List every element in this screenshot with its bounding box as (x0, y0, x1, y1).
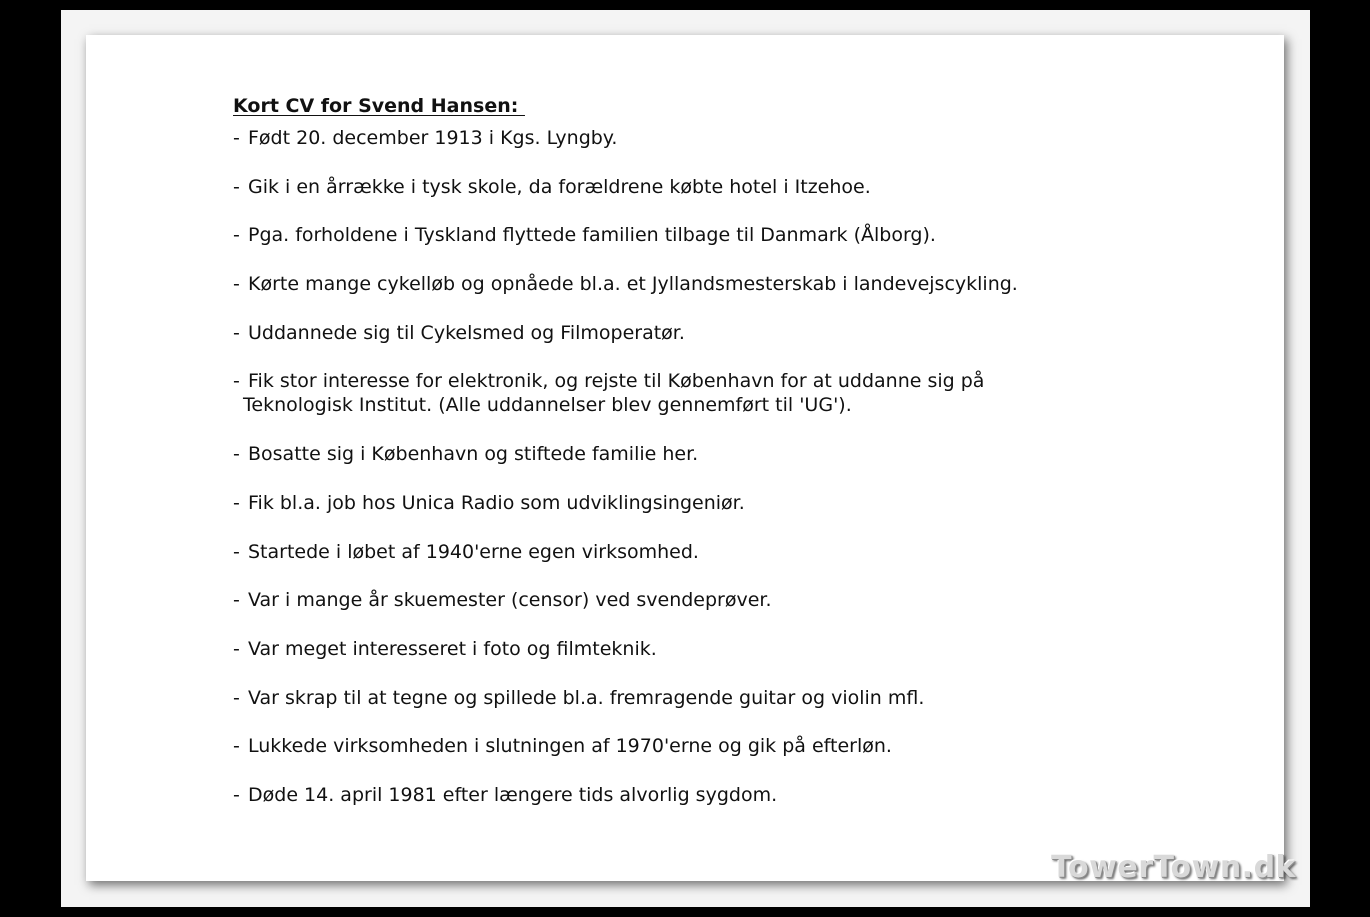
list-item (233, 126, 1233, 150)
cv-list (233, 126, 1233, 807)
list-item-text: Bosatte sig i København og stiftede familie her. (248, 443, 699, 466)
bullet-dash: - (233, 589, 240, 612)
list-item (233, 175, 1233, 199)
list-item (233, 321, 1233, 345)
list-item-continuation: Teknologisk Institut. (Alle uddannelser blev gennemført til 'UG'). (243, 394, 852, 417)
list-item-text: Lukkede virksomheden i slutningen af 1970'erne og gik på efterløn. (248, 735, 892, 758)
list-item-text: Pga. forholdene i Tyskland flyttede familien tilbage til Danmark (Ålborg). (248, 224, 936, 247)
list-item (233, 272, 1233, 296)
document-title: Kort CV for Svend Hansen: (233, 95, 525, 117)
bullet-dash: - (233, 273, 240, 296)
bullet-dash: - (233, 321, 240, 344)
list-item (233, 223, 1233, 247)
list-item (233, 734, 1233, 758)
list-item (233, 369, 1233, 417)
list-item-text: Fik bl.a. job hos Unica Radio som udviklingsingeniør. (248, 491, 745, 514)
bullet-dash: - (233, 783, 240, 806)
list-item (233, 491, 1233, 515)
list-item-text: Fik stor interesse for elektronik, og rejste til København for at uddanne sig på (248, 370, 985, 393)
bullet-dash: - (233, 127, 240, 149)
document-page (86, 35, 1284, 881)
list-item-text: Døde 14. april 1981 efter længere tids alvorlig sygdom. (248, 783, 778, 806)
bullet-dash: - (233, 224, 240, 247)
bullet-dash: - (233, 370, 240, 393)
list-item (233, 686, 1233, 710)
list-item-text: Gik i en årrække i tysk skole, da forældrene købte hotel i Itzehoe. (248, 175, 871, 198)
bullet-dash: - (233, 540, 240, 563)
list-item-text: Født 20. december 1913 i Kgs. Lyngby. (248, 127, 618, 149)
watermark-logo: TowerTown.dk (1051, 850, 1296, 885)
bullet-dash: - (233, 735, 240, 758)
list-item (233, 637, 1233, 661)
list-item-text: Startede i løbet af 1940'erne egen virksomhed. (248, 540, 699, 563)
bullet-dash: - (233, 443, 240, 466)
bullet-dash: - (233, 175, 240, 198)
list-item (233, 442, 1233, 466)
viewer-frame (61, 10, 1310, 907)
list-item (233, 588, 1233, 612)
list-item-text: Var i mange år skuemester (censor) ved svendeprøver. (248, 589, 772, 612)
list-item (233, 783, 1233, 807)
bullet-dash: - (233, 491, 240, 514)
list-item-text: Kørte mange cykelløb og opnåede bl.a. et Jyllandsmesterskab i landevejscykling. (248, 273, 1018, 296)
list-item-text: Var skrap til at tegne og spillede bl.a. fremragende guitar og violin mfl. (248, 686, 925, 709)
list-item-text: Var meget interesseret i foto og filmteknik. (248, 637, 657, 660)
list-item-text: Uddannede sig til Cykelsmed og Filmoperatør. (248, 321, 685, 344)
bullet-dash: - (233, 637, 240, 660)
document-content (233, 94, 1233, 832)
list-item (233, 540, 1233, 564)
bullet-dash: - (233, 686, 240, 709)
